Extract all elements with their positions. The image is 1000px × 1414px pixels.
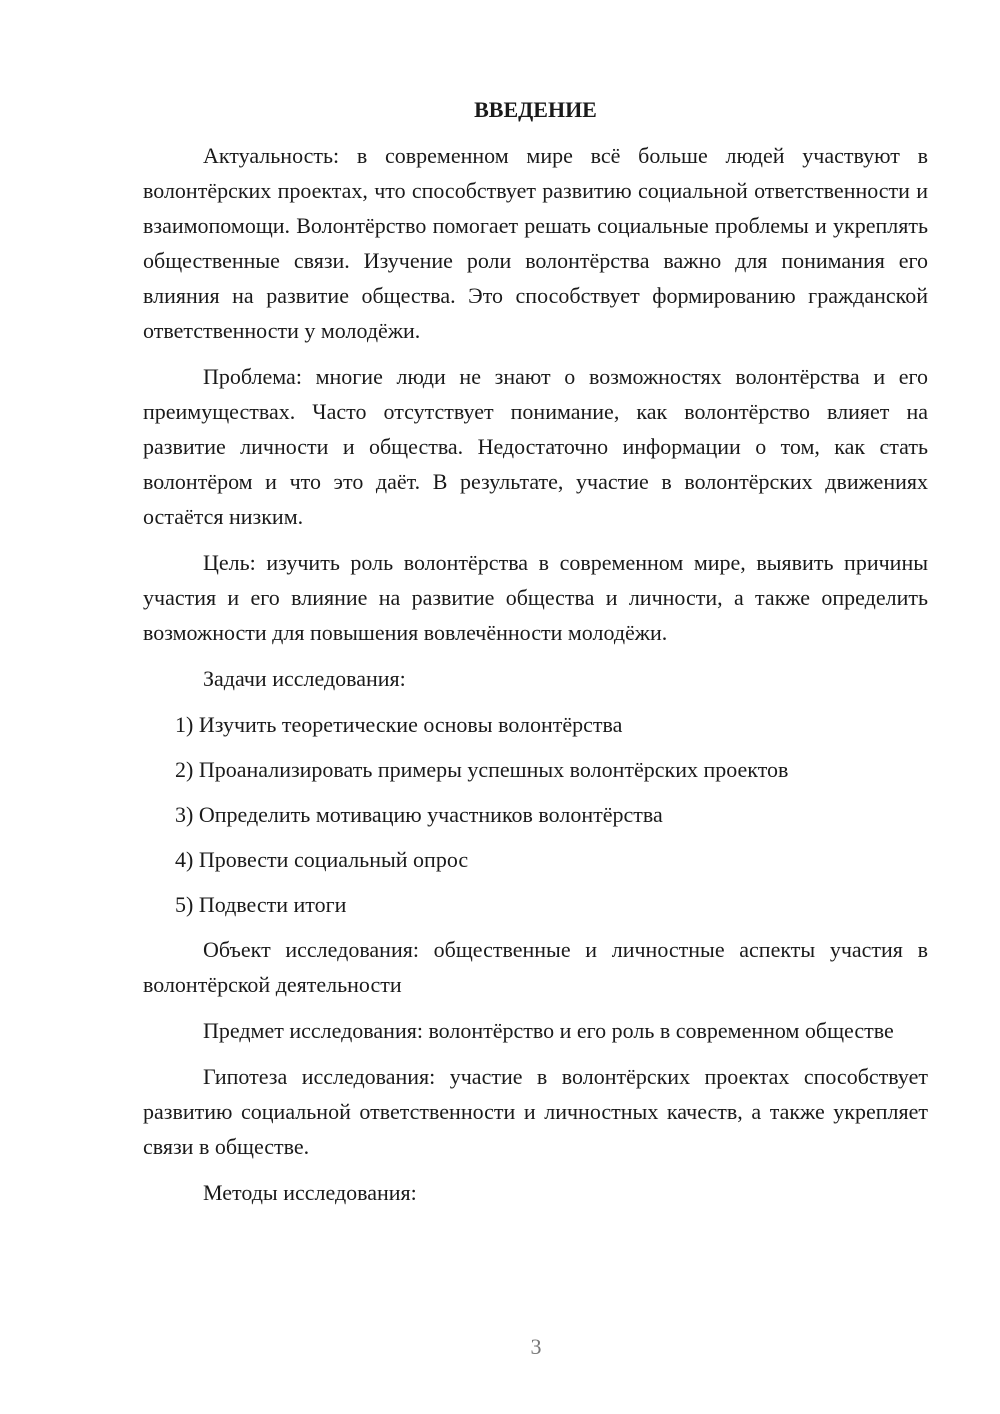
list-item: 3) Определить мотивацию участников волонтёрства [175,802,663,827]
list-item: 1) Изучить теоретические основы волонтёрства [175,712,623,737]
object-paragraph: Объект исследования: общественные и личностные аспекты участия в волонтёрской деятельности [143,937,928,997]
problem-paragraph: Проблема: многие люди не знают о возможностях волонтёрства и его преимуществах. Часто отсутствует понимание, как волонтёрство влияет на развитие личности и общества. Недостаточно информации о том, как стать волонтёром и что это даёт. В результате, участие в волонтёрских движениях остаётся низким. [143,364,928,529]
goal-paragraph: Цель: изучить роль волонтёрства в современном мире, выявить причины участия и его влияние на развитие общества и личности, а также определить возможности для повышения вовлечённости молодёжи. [143,550,928,645]
hypothesis-paragraph: Гипотеза исследования: участие в волонтёрских проектах способствует развитию социальной ответственности и личностных качеств, а также укрепляет связи в обществе. [143,1064,928,1159]
list-item: 5) Подвести итоги [175,892,347,917]
page-number: 3 [530,1334,542,1359]
list-item: 4) Провести социальный опрос [175,847,469,872]
tasks-heading: Задачи исследования: [203,666,406,691]
list-item: 2) Проанализировать примеры успешных волонтёрских проектов [175,757,789,782]
page-content [143,96,928,1221]
subject-paragraph: Предмет исследования: волонтёрство и его роль в современном обществе [203,1018,894,1043]
page-title: ВВЕДЕНИЕ [474,97,597,122]
methods-heading: Методы исследования: [203,1180,417,1205]
relevance-paragraph: Актуальность: в современном мире всё больше людей участвуют в волонтёрских проектах, что способствует развитию социальной ответственности и взаимопомощи. Волонтёрство помогает решать социальные проблемы и укреплять общественные связи. Изучение роли волонтёрства важно для понимания его влияния на развитие общества. Это способствует формированию гражданской ответственности у молодёжи. [143,143,928,343]
tasks-list [143,707,928,922]
